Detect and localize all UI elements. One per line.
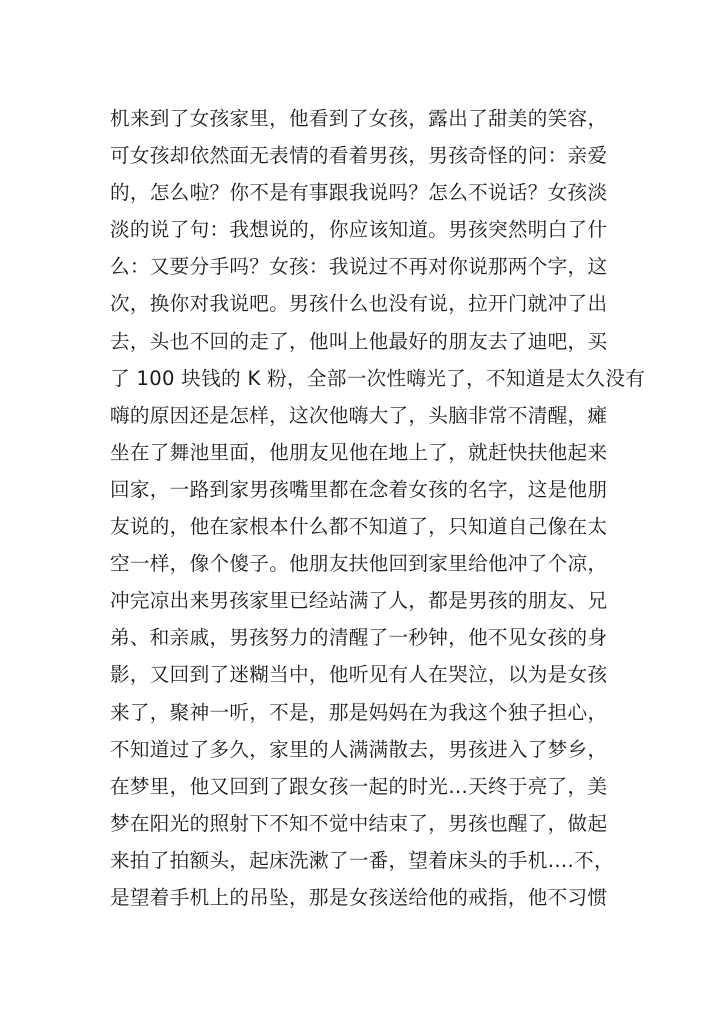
text-line: 弟、和亲戚，男孩努力的清醒了一秒钟，他不见女孩的身 <box>110 626 608 650</box>
text-line: 是望着手机上的吊坠，那是女孩送给他的戒指，他不习惯 <box>110 885 608 909</box>
text-line: 梦在阳光的照射下不知不觉中结束了，男孩也醒了，做起 <box>110 811 608 835</box>
text-line: 空一样，像个傻子。他朋友扶他回到家里给他冲了个凉， <box>110 552 608 576</box>
text-line: 冲完凉出来男孩家里已经站满了人，都是男孩的朋友、兄 <box>110 589 608 613</box>
text-line: 了 100 块钱的 K 粉，全部一次性嗨光了，不知道是太久没有 <box>110 366 646 390</box>
text-line: 影，又回到了迷糊当中，他听见有人在哭泣，以为是女孩 <box>110 663 608 687</box>
text-line: 可女孩却依然面无表情的看着男孩，男孩奇怪的问：亲爱 <box>110 144 608 168</box>
text-line: 嗨的原因还是怎样，这次他嗨大了，头脑非常不清醒，瘫 <box>110 403 608 427</box>
text-line: 么：又要分手吗？女孩：我说过不再对你说那两个字，这 <box>110 255 608 279</box>
text-line: 淡的说了句：我想说的，你应该知道。男孩突然明白了什 <box>110 218 608 242</box>
text-line: 来拍了拍额头，起床洗漱了一番，望着床头的手机….不， <box>110 848 614 872</box>
text-line: 的，怎么啦？你不是有事跟我说吗？怎么不说话？女孩淡 <box>110 181 608 205</box>
text-line: 去，头也不回的走了，他叫上他最好的朋友去了迪吧，买 <box>110 329 608 353</box>
text-line: 不知道过了多久，家里的人满满散去，男孩进入了梦乡， <box>110 737 608 761</box>
text-line: 坐在了舞池里面，他朋友见他在地上了，就赶快扶他起来 <box>110 440 608 464</box>
text-line: 机来到了女孩家里，他看到了女孩，露出了甜美的笑容， <box>110 107 608 130</box>
text-line: 回家，一路到家男孩嘴里都在念着女孩的名字，这是他朋 <box>110 477 608 501</box>
text-line: 来了，聚神一听，不是，那是妈妈在为我这个独子担心， <box>110 700 608 724</box>
story-text <box>110 100 646 916</box>
text-line: 次，换你对我说吧。男孩什么也没有说，拉开门就冲了出 <box>110 292 608 316</box>
text-line: 友说的，他在家根本什么都不知道了，只知道自己像在太 <box>110 515 608 539</box>
text-line: 在梦里，他又回到了跟女孩一起的时光…天终于亮了，美 <box>110 774 608 798</box>
